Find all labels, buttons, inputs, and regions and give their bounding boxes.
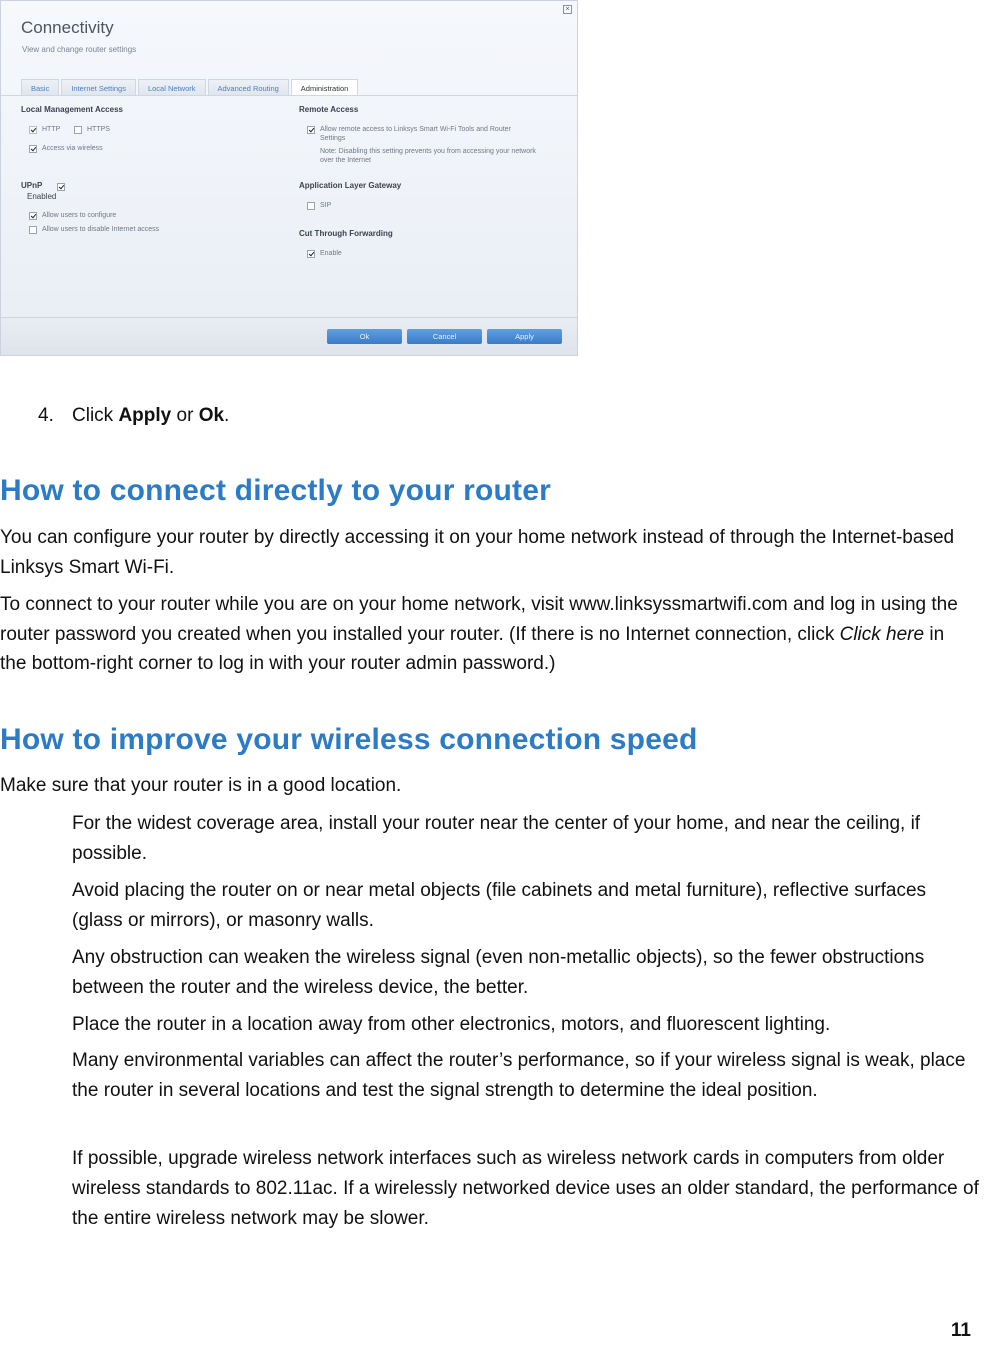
step-text-pre: Click [72,405,119,426]
ok-button[interactable]: Ok [327,329,402,344]
step-number: 4. [38,405,54,426]
settings-tabs [21,79,358,96]
alg-heading: Application Layer Gateway [299,181,402,190]
https-label: HTTPS [87,126,110,133]
section2-heading: How to improve your wireless connection speed [0,723,698,756]
cut-through-label: Enable [320,250,342,257]
cancel-button[interactable]: Cancel [407,329,482,344]
allow-configure-option[interactable] [29,211,116,220]
sip-checkbox[interactable] [307,202,315,210]
remote-access-option[interactable] [307,125,537,143]
http-label: HTTP [42,126,61,133]
allow-disable-label: Allow users to disable Internet access [42,226,160,233]
section1-para1: You can configure your router by directly accessing it on your home network instead of through the Internet-based Linksys Smart Wi-Fi. [0,527,955,578]
step-ok: Ok [198,405,225,426]
upnp-enabled-checkbox[interactable] [57,183,65,191]
cut-through-option[interactable] [307,249,342,258]
wireless-access-checkbox[interactable] [29,145,37,153]
http-checkbox[interactable] [29,126,37,134]
tab-advanced-routing[interactable]: Advanced Routing [208,79,289,96]
section1-para2-b: in the bottom-right corner to log in with your router admin password.) [0,623,945,674]
click-here-link[interactable]: Click here [839,623,925,645]
wireless-access-label: Access via wireless [42,145,103,152]
allow-configure-checkbox[interactable] [29,212,37,220]
page-number: 11 [950,1320,971,1341]
list-item: For the widest coverage area, install your router near the center of your home, and near the ceiling, if possible. [72,813,921,864]
remote-access-checkbox[interactable] [307,126,315,134]
tab-basic[interactable]: Basic [21,79,59,96]
cut-through-checkbox[interactable] [307,250,315,258]
remote-access-heading: Remote Access [299,105,359,114]
list-item: Many environmental variables can affect the router’s performance, so if your wireless signal is weak, place the router in several locations and test the signal strength to determine the ideal position. [72,1050,966,1101]
tab-divider [1,95,577,96]
list-item: If possible, upgrade wireless network interfaces such as wireless network cards in computers from older wireless standards to 802.11ac. If a wirelessly networked device uses an older standard, the performance of the entire wireless network may be slower. [72,1148,979,1229]
section2-intro: Make sure that your router is in a good location. [0,775,402,796]
apply-button[interactable]: Apply [487,329,562,344]
wireless-access-option[interactable] [29,144,103,153]
remote-access-note [320,147,540,165]
section1-para2-a: To connect to your router while you are on your home network, visit www.linksyssmartwifi.com and log in using the router password you created when you installed your router. (If there is no Internet connection, click [0,594,958,645]
tab-administration[interactable]: Administration [291,79,359,96]
upnp-enabled-label: Enabled [27,192,57,201]
connectivity-title: Connectivity [21,18,114,37]
step-text-end: . [224,405,230,426]
tab-internet-settings[interactable]: Internet Settings [61,79,136,96]
cut-through-heading: Cut Through Forwarding [299,229,393,238]
https-option[interactable] [74,125,110,134]
list-item: Avoid placing the router on or near metal objects (file cabinets and metal furniture), reflective surfaces (glass or mirrors), or masonry walls. [72,880,927,931]
sip-option[interactable] [307,201,331,210]
router-settings-screenshot [0,0,578,356]
section1-heading: How to connect directly to your router [0,474,551,507]
list-item: Place the router in a location away from other electronics, motors, and fluorescent lighting. [72,1014,831,1035]
remote-access-note-text: Note: Disabling this setting prevents you from accessing your network over the Internet [320,148,536,164]
step-text-mid: or [171,405,199,426]
step-4 [38,405,229,427]
section1-para2 [0,590,960,679]
local-management-heading: Local Management Access [21,105,123,114]
close-icon[interactable]: × [563,5,572,14]
tab-local-network[interactable]: Local Network [138,79,206,96]
step-apply: Apply [118,405,172,426]
allow-configure-label: Allow users to configure [42,212,117,219]
upnp-heading: UPnP [21,181,43,190]
list-item: Any obstruction can weaken the wireless signal (even non-metallic objects), so the fewer obstructions between the router and the wireless device, the better. [72,947,925,998]
https-checkbox[interactable] [74,126,82,134]
allow-disable-option[interactable] [29,225,159,234]
allow-disable-checkbox[interactable] [29,226,37,234]
http-option[interactable] [29,125,60,134]
sip-label: SIP [320,202,332,209]
connectivity-subtitle: View and change router settings [22,45,137,54]
remote-access-label: Allow remote access to Linksys Smart Wi-Fi Tools and Router Settings [320,126,511,142]
